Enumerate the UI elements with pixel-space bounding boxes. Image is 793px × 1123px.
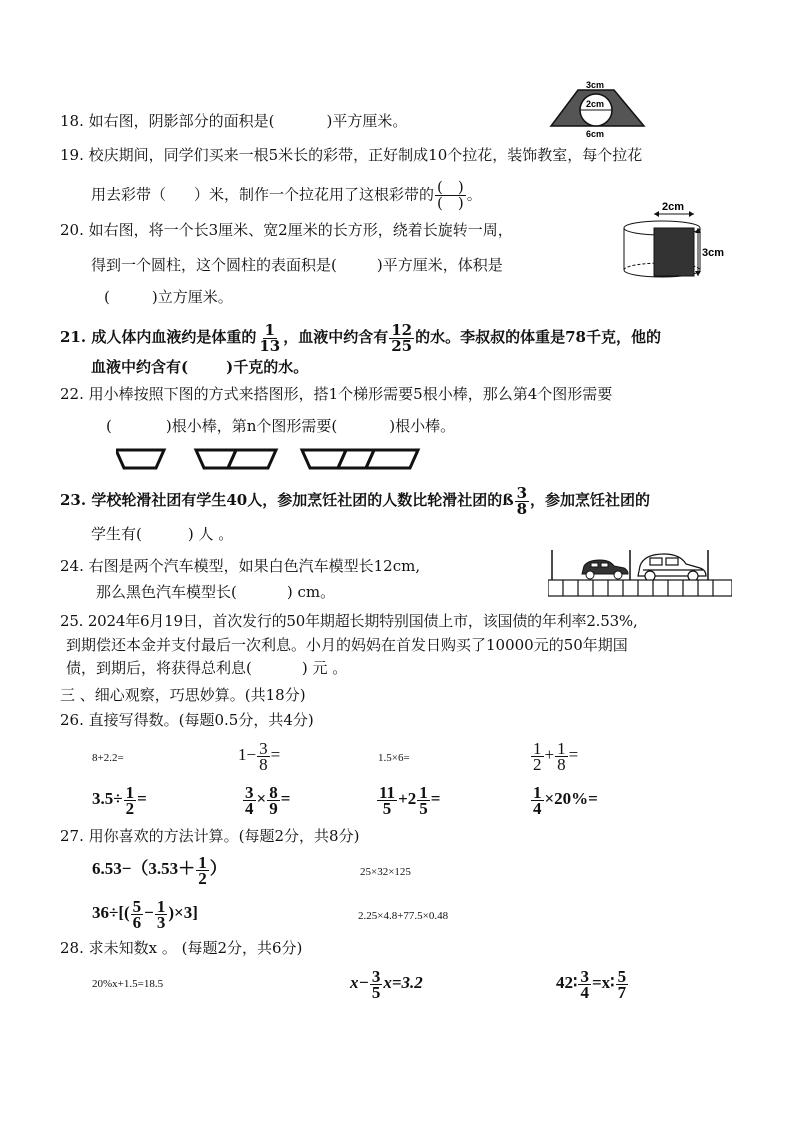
q28-s2-a: x− [350,973,369,992]
q26-i7-d1: 5 [382,798,392,818]
q28-s3-d1: 4 [580,982,589,1002]
q27-e3-frac-1 [131,896,144,932]
q28-s3-n1: 3 [580,966,589,986]
q26-i8-frac [531,782,544,818]
q21-text-c: 的水。李叔叔的体重是78千克，他的 [415,328,661,346]
q26-i8-b: ×20%= [544,789,598,808]
q20-cylinder-figure [618,196,730,288]
q26-item-1: 8+2.2= [92,752,124,764]
q18-label-top: 3cm [586,80,605,90]
q19-frac-den: ( ) [437,194,464,212]
q19-text-b: ）米，制作一个拉花用了这根彩带的 [194,185,435,204]
q20-rectangle-shaded [654,228,694,276]
q26-i5-num: 1 [125,782,135,802]
q21-line1 [60,320,661,354]
q28-eq-1: 20%x+1.5=18.5 [92,978,164,990]
q23-f-num: 3 [516,483,528,502]
q26-i4-n2: 1 [557,738,566,758]
q20-text-d: )立方厘米。 [151,288,233,306]
q26-i7-b: = [430,789,441,808]
q20-label-height: 3cm [702,247,725,259]
q26-i7-n2: 1 [419,782,428,802]
q27-e3-d1: 6 [132,912,142,932]
q28-eq-3 [556,966,629,1000]
q21-text-e: )千克的水。 [226,358,309,376]
q26-i8-n1: 1 [533,782,542,802]
q19-text-a: 用去彩带（ [91,185,167,204]
q27-e3-op: − [144,903,154,922]
q28-s2-num: 3 [371,966,381,986]
q23-text-c: 学生有( [91,525,142,543]
q27-title: 27. 用你喜欢的方法计算。(每题2分，共8分) [60,827,360,845]
q21-f2-num: 12 [391,320,413,339]
q18-text-a: 18. 如右图，阴影部分的面积是( [60,112,275,130]
q26-i2-den: 8 [259,754,268,774]
q28-eq-2 [350,966,423,1000]
q18-trapezoid-figure [548,80,648,140]
q26-i5-den: 2 [125,798,135,818]
q27-e1-num: 1 [198,852,207,872]
q28-title: 28. 求未知数x 。 (每题2分，共6分) [60,939,303,957]
q22-text-b: )根小棒，第n个图形需要( [165,417,338,435]
q22-text-c: )根小棒。 [389,417,456,435]
q26-i4-b: = [568,745,579,764]
q24-text-b: ) cm。 [286,583,336,601]
q27-expr-1 [92,852,227,886]
q26-i5-b: = [137,789,147,808]
q26-i2-a: 1− [238,745,257,764]
ruler [548,580,732,596]
q23-line1 [60,483,650,517]
q20-text-a: 得到一个圆柱，这个圆柱的表面积是( [91,256,337,274]
q20-text-c: ( [104,288,110,306]
q18-question [60,111,407,131]
q21-text-b: ，血液中约含有 [283,328,389,346]
q21-f2-den: 25 [391,336,413,355]
q24-car-models-figure [548,546,732,600]
q28-s3-frac-1 [578,966,591,1002]
q20-label-width: 2cm [662,201,685,213]
q26-i7-d2: 5 [419,798,428,818]
q26-i7-op: +2 [398,789,417,808]
q28-s3-frac-2 [616,966,629,1002]
q20-line2 [91,255,503,275]
q22-line1: 22. 用小棒按照下图的方式来搭图形，搭1个梯形需要5根小棒，那么第4个图形需要 [60,385,613,403]
q26-item-3: 1.5×6= [378,752,410,764]
q26-i8-d1: 4 [533,798,542,818]
q24-line1: 24. 右图是两个汽车模型，如果白色汽车模型长12cm, [60,557,421,575]
q27-e1-den: 2 [198,868,207,888]
q28-s2-b: x=3.2 [383,973,423,992]
q20-line1: 20. 如右图，将一个长3厘米、宽2厘米的长方形，绕着长旋转一周， [60,221,513,239]
q23-fraction [515,483,529,518]
q19-frac-num: ( ) [437,178,464,196]
q26-i4-frac-1 [531,738,544,774]
q26-i2-num: 3 [259,738,268,758]
q26-i4-d1: 2 [533,754,542,774]
q27-e3-frac-2 [155,896,168,932]
q26-item-5 [92,782,147,816]
q27-e3-n2: 1 [156,896,166,916]
q22-figure-2 [196,450,276,468]
q19-line2 [91,180,482,211]
q25-line2: 到期偿还本金并支付最后一次利息。小月的妈妈在首发日购买了10000元的50年期国 [66,636,628,654]
q27-e1-b: ） [209,859,227,878]
q26-item-7 [376,782,440,816]
q21-text-d: 血液中约含有( [91,358,189,376]
q26-i6-b: = [280,789,291,808]
q18-text-b: )平方厘米。 [326,112,408,130]
q27-e1-frac [196,852,209,888]
q24-line2 [96,582,335,602]
q26-i6-n1: 3 [245,782,254,802]
q19-fraction-blank[interactable] [435,180,466,211]
q27-expr-4: 2.25×4.8+77.5×0.48 [358,910,449,922]
q28-s2-den: 5 [371,982,381,1002]
q26-item-2 [238,738,280,772]
q24-text-a: 那么黑色汽车模型长( [96,583,237,601]
q26-i4-d2: 8 [557,754,566,774]
q23-text-a: 23. 学校轮滑社团有学生40人，参加烹饪社团的人数比轮滑社团的 [60,491,503,509]
q22-figure-1 [116,450,164,468]
q26-i6-d2: 9 [269,798,278,818]
q21-fraction-2 [389,320,414,355]
q25-line3 [66,658,347,678]
q21-text-a: 21. 成人体内血液约是体重的 [60,328,257,346]
q27-e1-a: 6.53−（3.53＋ [92,859,196,878]
q26-i6-d1: 4 [245,798,254,818]
q28-s3-d2: 7 [617,982,627,1002]
q21-fraction-1 [257,320,282,355]
q23-f-den: 8 [516,499,528,518]
q21-f1-den: 13 [259,336,281,355]
q22-figure-3 [302,450,418,468]
q26-i7-n1: 11 [379,782,396,802]
white-car-model [638,554,706,581]
q28-s3-b: =x∶ [591,973,615,992]
q26-i7-frac-2 [417,782,430,818]
q21-line2 [91,357,308,377]
q26-i6-frac-1 [243,782,256,818]
q20-text-b: )平方厘米，体积是 [376,256,503,274]
q27-e3-a: 36÷[( [92,903,130,922]
q26-i4-n1: 1 [533,738,542,758]
q22-text-a: ( [106,417,112,435]
q27-expr-2: 25×32×125 [360,866,411,878]
q26-i5-frac [124,782,137,818]
q28-s2-frac [370,966,383,1002]
q28-s3-a: 42∶ [556,973,578,992]
q25-text-a: 债，到期后，将获得总利息( [66,659,252,677]
q18-label-bottom: 6cm [586,129,605,139]
q26-i2-b: = [270,745,281,764]
q26-i4-frac-2 [555,738,568,774]
q20-line3 [104,287,233,307]
black-car-model [582,560,628,579]
q28-s3-n2: 5 [617,966,627,986]
q26-i4-op: + [544,745,555,764]
q25-line1: 25. 2024年6月19日，首次发行的50年期超长期特别国债上市，该国债的年利率2.53%, [60,612,638,630]
q26-item-8 [530,782,598,816]
q26-title: 26. 直接写得数。(每题0.5分，共4分) [60,711,314,729]
q19-end: 。 [466,185,482,204]
q23-line2 [91,524,233,544]
q26-item-6 [242,782,290,816]
q19-line1: 19. 校庆期间，同学们买来一根5米长的彩带，正好制成10个拉花，装饰教室，每个拉花 [60,146,643,164]
section-3-heading: 三 、细心观察，巧思妙算。(共18分) [60,686,306,704]
q26-item-4 [530,738,578,772]
q26-i7-frac-1 [377,782,397,818]
q26-i6-op: × [256,789,267,808]
q23-symbol: ß [502,491,514,509]
q18-label-mid: 2cm [586,99,605,109]
q27-e3-b: )×3] [168,903,198,922]
q22-line2 [106,416,455,436]
q27-e3-d2: 3 [156,912,166,932]
q23-text-d: ) 人 。 [187,525,234,543]
q21-f1-num: 1 [264,320,275,339]
q27-expr-3 [92,896,198,930]
q26-i6-frac-2 [267,782,280,818]
q23-text-b: ，参加烹饪社团的 [530,491,651,509]
q22-stick-trapezoids-figure [116,446,436,478]
q25-text-b: ) 元 。 [301,659,348,677]
q27-e3-n1: 5 [132,896,142,916]
q26-i2-frac [257,738,270,774]
q26-i5-a: 3.5÷ [92,789,123,808]
q26-i6-n2: 8 [269,782,278,802]
